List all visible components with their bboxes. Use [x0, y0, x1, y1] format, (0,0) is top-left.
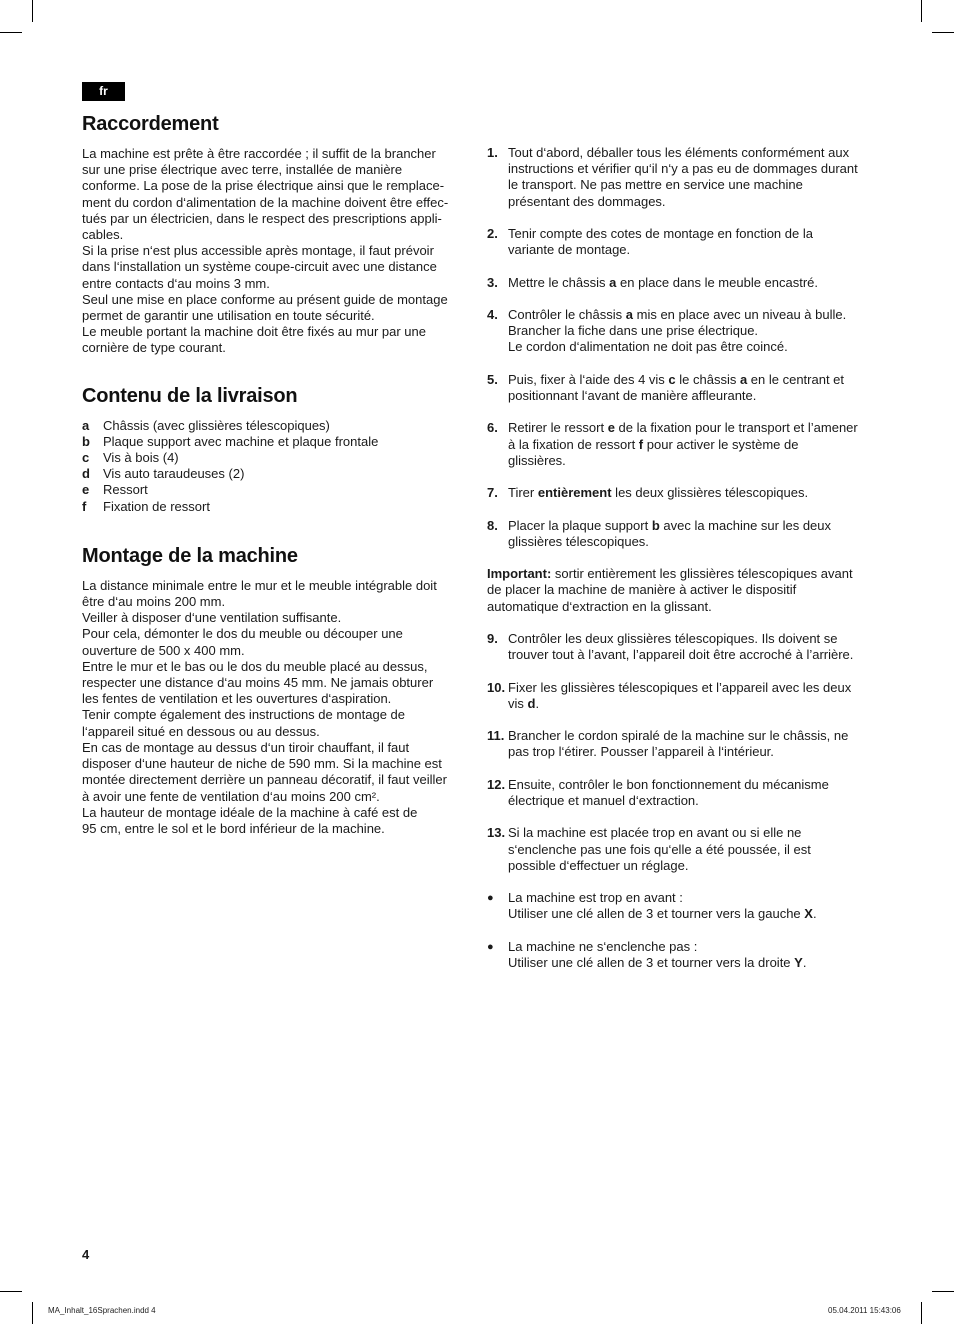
body-line: l‘appareil situé en dessous ou au dessus.	[82, 723, 320, 739]
step-line: Tenir compte des cotes de montage en fonction de la	[508, 226, 813, 241]
step-line: Fixer les glissières télescopiques et l’appareil avec les deux	[508, 679, 852, 695]
important-line3: automatique d‘extraction en la glissant.	[487, 598, 712, 614]
language-tab: fr	[82, 82, 125, 101]
step-item	[487, 420, 879, 469]
step-item	[487, 372, 879, 404]
step-item	[487, 226, 879, 258]
step-item	[487, 631, 879, 663]
step-number: 5.	[487, 371, 498, 387]
item-text: Châssis (avec glissières télescopiques)	[103, 417, 330, 433]
step-number: 2.	[487, 226, 498, 241]
bold-ref: Y	[794, 954, 803, 970]
raccordement-body	[82, 146, 467, 357]
step-line: pas trop l‘étirer. Pousser l’appareil à l‘intérieur.	[508, 744, 774, 760]
step-text	[508, 728, 879, 760]
steps2-list	[487, 631, 879, 874]
text-run: Utiliser une clé allen de 3 et tourner vers la droite	[508, 954, 795, 970]
body-line: conforme. La pose de la prise électrique ainsi que le remplace-	[82, 178, 445, 194]
bold-ref: a	[625, 306, 634, 322]
step-text	[508, 226, 879, 258]
bold-ref: c	[668, 371, 676, 387]
footer-file: MA_Inhalt_16Sprachen.indd 4	[48, 1306, 156, 1315]
body-line: La hauteur de montage idéale de la machine à café est de	[82, 804, 418, 820]
body-line: La machine est prête à être raccordée ; il suffit de la brancher	[82, 146, 436, 161]
text-run: Mettre le châssis	[508, 274, 610, 290]
body-line: sur une prise électrique avec terre, installée de manière	[82, 162, 403, 178]
step-item	[487, 145, 879, 210]
text-run: avec la machine sur les deux	[659, 517, 832, 533]
text-run: Placer la plaque support	[508, 517, 652, 533]
footer-timestamp: 05.04.2011 15:43:06	[828, 1306, 901, 1315]
body-line: 95 cm, entre le sol et le bord inférieur de la machine.	[82, 820, 385, 836]
step-number: 12.	[487, 776, 506, 792]
step-item	[487, 307, 879, 356]
step-item	[487, 680, 879, 712]
step-item	[487, 728, 879, 760]
item-text: Plaque support avec machine et plaque frontale	[103, 433, 379, 449]
bold-ref: X	[804, 906, 813, 922]
step-text	[508, 518, 879, 550]
body-line: cables.	[82, 227, 124, 243]
step-number: 1.	[487, 145, 498, 160]
important-line1: sortir entièrement les glissières télescopiques avant	[551, 566, 853, 582]
important-line2: de placer la machine de manière à activer le dispositif	[487, 582, 797, 598]
bold-ref: entièrement	[537, 485, 612, 501]
step-item	[487, 825, 879, 874]
steps-list	[487, 145, 879, 550]
step-line: variante de montage.	[508, 242, 631, 258]
body-line: être d‘au moins 200 mm.	[82, 594, 226, 610]
step-text	[508, 307, 879, 356]
step-line: Brancher la fiche dans une prise électrique.	[508, 323, 759, 339]
bullet-text	[508, 890, 879, 922]
body-line: cornière de type courant.	[82, 340, 226, 356]
list-item	[82, 482, 467, 498]
list-item	[82, 450, 467, 466]
step-item	[487, 275, 879, 291]
text-run: pour activer le système de	[643, 436, 799, 452]
bold-ref: a	[739, 371, 748, 387]
body-line: Entre le mur et le bas ou le dos du meuble placé au dessus,	[82, 658, 428, 674]
body-line: entre contacts d‘au moins 3 mm.	[82, 275, 270, 291]
text-run: .	[535, 695, 540, 711]
item-text: Vis auto taraudeuses (2)	[103, 466, 245, 482]
bullet-line: La machine ne s‘enclenche pas :	[508, 938, 698, 954]
step-item	[487, 518, 879, 550]
list-item	[82, 434, 467, 450]
item-label: a	[82, 417, 90, 433]
body-line: permet de garantir une utilisation en toute sécurité.	[82, 308, 375, 324]
text-run: Contrôler le châssis	[508, 306, 626, 322]
left-column	[82, 113, 467, 837]
step-line: Tout d‘abord, déballer tous les éléments conformément aux	[508, 145, 850, 160]
item-text: Ressort	[103, 482, 148, 498]
step-item	[487, 777, 879, 809]
text-run: mis en place avec un niveau à bulle.	[633, 306, 847, 322]
body-line: tués par un électricien, dans le respect des prescriptions appli-	[82, 210, 442, 226]
step-number: 10.	[487, 679, 506, 695]
bold-ref: d	[527, 695, 536, 711]
body-line: à avoir une fente de ventilation d‘au moins 200 cm².	[82, 788, 380, 804]
item-label: e	[82, 482, 90, 498]
body-line: les fentes de ventilation et les ouvertures d‘aspiration.	[82, 691, 392, 707]
text-run: en le centrant et	[747, 371, 845, 387]
crop-mark	[921, 0, 922, 22]
body-line: montée directement derrière un panneau décoratif, il faut veiller	[82, 772, 447, 788]
text-run: en place dans le meuble encastré.	[616, 274, 819, 290]
step-line: Si la machine est placée trop en avant ou si elle ne	[508, 825, 802, 841]
step-line: s‘enclenche pas une fois qu‘elle a été poussée, il est	[508, 841, 811, 857]
section-title-raccordement: Raccordement	[82, 113, 219, 135]
text-run: Retirer le ressort	[508, 420, 608, 436]
crop-mark	[932, 32, 954, 33]
text-run: .	[802, 954, 807, 970]
step-text	[508, 680, 879, 712]
item-text: Fixation de ressort	[103, 498, 210, 514]
body-line: En cas de montage au dessus d‘un tiroir chauffant, il faut	[82, 739, 410, 755]
important-label: Important:	[487, 566, 552, 582]
body-line: Veiller à disposer d‘une ventilation suffisante.	[82, 610, 342, 626]
step-line: Le cordon d‘alimentation ne doit pas être coincé.	[508, 339, 788, 355]
text-run: Tirer	[508, 485, 538, 501]
crop-mark	[32, 0, 33, 22]
text-run: à la fixation de ressort	[508, 436, 639, 452]
list-item	[82, 499, 467, 515]
bold-ref: b	[651, 517, 660, 533]
step-line: possible d‘effectuer un réglage.	[508, 857, 689, 873]
step-line: trouver tout à l’avant, l’appareil doit être accroché à l’arrière.	[508, 647, 854, 663]
right-column	[487, 145, 879, 987]
step-line: Ensuite, contrôler le bon fonctionnement du mécanisme	[508, 776, 829, 792]
crop-mark	[921, 1302, 922, 1324]
step-line: présentant des dommages.	[508, 193, 666, 209]
step-number: 3.	[487, 274, 498, 290]
list-item	[82, 466, 467, 482]
step-text	[508, 631, 879, 663]
step-number: 7.	[487, 485, 498, 501]
bullet-dot-icon: ●	[487, 940, 494, 953]
text-run: Utiliser une clé allen de 3 et tourner vers la gauche	[508, 906, 805, 922]
crop-mark	[0, 1291, 22, 1292]
step-text	[508, 145, 879, 210]
item-label: f	[82, 498, 87, 514]
step-text	[508, 777, 879, 809]
body-line: respecter une distance d‘au moins 45 mm. Ne jamais obturer	[82, 675, 434, 691]
step-item	[487, 485, 879, 501]
bullet-item	[487, 890, 879, 922]
crop-mark	[932, 1291, 954, 1292]
crop-mark	[0, 32, 22, 33]
text-run: les deux glissières télescopiques.	[611, 485, 809, 501]
bullet-dot-icon: ●	[487, 892, 494, 905]
bullet-item	[487, 939, 879, 971]
item-text: Vis à bois (4)	[103, 450, 179, 466]
step-number: 9.	[487, 630, 498, 646]
step-line: glissières.	[508, 452, 566, 468]
step-line: le transport. Ne pas mettre en service une machine	[508, 177, 803, 193]
bold-ref: f	[638, 436, 644, 452]
bold-ref: a	[609, 274, 617, 290]
text-run: vis	[508, 695, 528, 711]
step-number: 13.	[487, 825, 506, 841]
body-line: disposer d‘une hauteur de niche de 590 mm. Si la machine est	[82, 756, 442, 772]
bullet-line: La machine est trop en avant :	[508, 890, 683, 906]
step-number: 6.	[487, 420, 498, 436]
list-item	[82, 418, 467, 434]
page-number: 4	[82, 1247, 90, 1262]
step-line: glissières télescopiques.	[508, 533, 649, 549]
step-text	[508, 275, 879, 291]
item-label: d	[82, 466, 90, 482]
step-line: électrique et manuel d‘extraction.	[508, 792, 699, 808]
crop-mark	[32, 1302, 33, 1324]
bold-ref: e	[607, 420, 615, 436]
section-title-contenu: Contenu de la livraison	[82, 384, 298, 407]
body-line: dans l‘installation un système coupe-circuit avec une distance	[82, 259, 437, 275]
text-run: Puis, fixer à l‘aide des 4 vis	[508, 371, 669, 387]
body-line: Tenir compte également des instructions de montage de	[82, 707, 406, 723]
step-text	[508, 485, 879, 501]
text-run: .	[812, 906, 817, 922]
step-text	[508, 825, 879, 874]
important-note	[487, 566, 879, 615]
step-number: 8.	[487, 517, 498, 533]
body-line: Pour cela, démonter le dos du meuble ou découper une	[82, 626, 403, 642]
bullets-list	[487, 890, 879, 971]
text-run: le châssis	[675, 371, 740, 387]
step-number: 4.	[487, 306, 498, 322]
step-line: instructions et vérifier qu‘il n‘y a pas eu de dommages durant	[508, 161, 858, 177]
section-title-montage: Montage de la machine	[82, 544, 298, 567]
text-run: de la fixation pour le transport et l’amener	[614, 420, 858, 436]
step-number: 11.	[487, 728, 505, 744]
body-line: ment du cordon d‘alimentation de la machine doivent être effec-	[82, 194, 449, 210]
item-label: c	[82, 450, 90, 466]
body-line: ouverture de 500 x 400 mm.	[82, 642, 245, 658]
step-line: Brancher le cordon spiralé de la machine sur le châssis, ne	[508, 728, 849, 744]
bullet-text	[508, 939, 879, 971]
step-line: Contrôler les deux glissières télescopiques. Ils doivent se	[508, 630, 838, 646]
body-line: La distance minimale entre le mur et le meuble intégrable doit	[82, 577, 437, 593]
step-line: positionnant l‘avant de manière affleurante.	[508, 387, 757, 403]
body-line: Le meuble portant la machine doit être fixés au mur par une	[82, 324, 426, 340]
contenu-list	[82, 418, 467, 515]
body-line: Seul une mise en place conforme au présent guide de montage	[82, 291, 448, 307]
item-label: b	[82, 433, 90, 449]
step-text	[508, 420, 879, 469]
body-line: Si la prise n‘est plus accessible après montage, il faut prévoir	[82, 243, 434, 259]
step-text	[508, 372, 879, 404]
montage-body	[82, 578, 467, 837]
